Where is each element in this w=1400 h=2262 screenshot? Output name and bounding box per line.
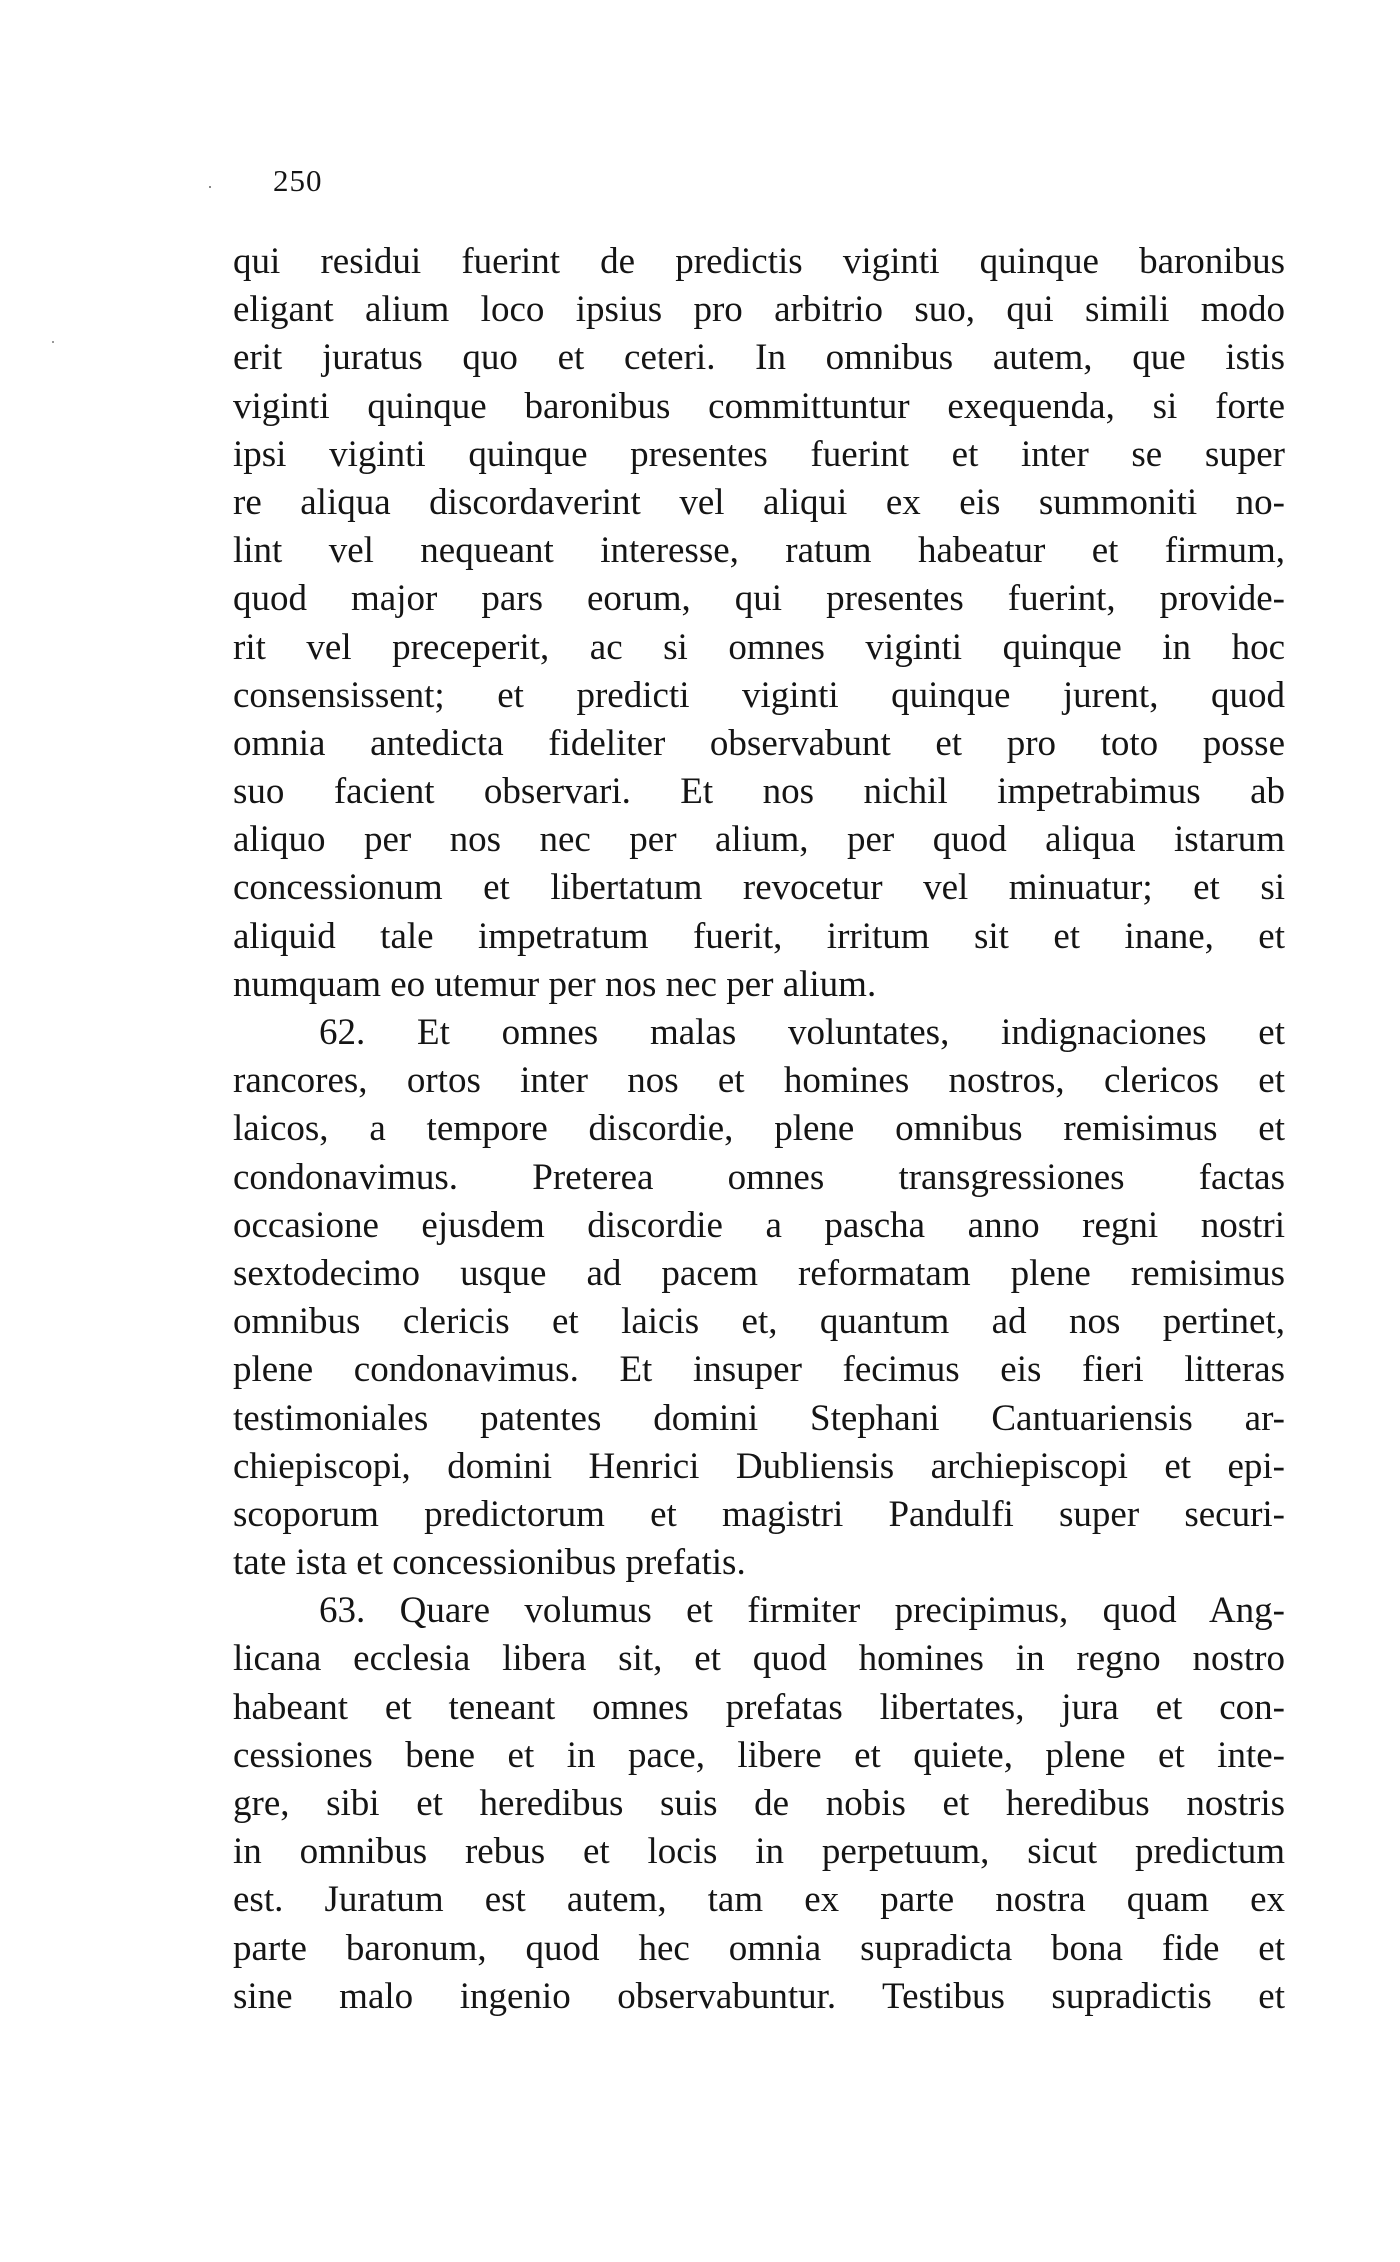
text-line: gre, sibi et heredibus suis de nobis et heredibus nostris: [233, 1783, 1285, 1824]
text-line: sine malo ingenio observabuntur. Testibus supradictis et: [233, 1975, 1285, 2017]
text-line: eligant alium loco ipsius pro arbitrio suo, qui simili modo: [233, 289, 1285, 331]
text-line: ipsi viginti quinque presentes fuerint et inter se super: [233, 433, 1285, 475]
paragraph-end-line: numquam eo utemur per nos nec per alium.: [233, 963, 877, 1005]
paragraph-end-line: tate ista et concessionibus prefatis.: [233, 1542, 746, 1584]
text-line: re aliqua discordaverint vel aliqui ex eis summoniti no-: [233, 481, 1285, 523]
text-line: aliquid tale impetratum fuerit, irritum sit et inane, et: [233, 915, 1285, 957]
text-line: cessiones bene et in pace, libere et quiete, plene et inte-: [233, 1734, 1285, 1776]
section-62-start-line: 62. Et omnes malas voluntates, indignaciones et: [319, 1012, 1285, 1053]
stray-print-mark: [52, 341, 54, 343]
text-line: erit juratus quo et ceteri. In omnibus autem, que istis: [233, 337, 1285, 379]
text-line: parte baronum, quod hec omnia supradicta bona fide et: [233, 1927, 1285, 1969]
text-line: aliquo per nos nec per alium, per quod aliqua istarum: [233, 819, 1285, 861]
text-line: condonavimus. Preterea omnes transgressiones factas: [233, 1156, 1285, 1198]
text-line: concessionum et libertatum revocetur vel minuatur; et si: [233, 867, 1285, 909]
page-number: 250: [273, 163, 323, 198]
text-line: habeant et teneant omnes prefatas libertates, jura et con-: [233, 1686, 1285, 1728]
text-line: lint vel nequeant interesse, ratum habeatur et firmum,: [233, 530, 1285, 572]
text-line: sextodecimo usque ad pacem reformatam plene remisimus: [233, 1252, 1285, 1294]
text-line: scoporum predictorum et magistri Pandulfi super securi-: [233, 1493, 1285, 1535]
text-line: consensissent; et predicti viginti quinque jurent, quod: [233, 674, 1285, 716]
text-line: quod major pars eorum, qui presentes fuerint, provide-: [233, 578, 1285, 620]
body-text: [233, 238, 1285, 2021]
section-63-start-line: 63. Quare volumus et firmiter precipimus, quod Ang-: [319, 1590, 1285, 1632]
text-line: omnibus clericis et laicis et, quantum ad nos pertinet,: [233, 1301, 1285, 1343]
text-line: testimoniales patentes domini Stephani Cantuariensis ar-: [233, 1397, 1285, 1439]
text-line: suo facient observari. Et nos nichil impetrabimus ab: [233, 771, 1285, 813]
text-line: qui residui fuerint de predictis viginti quinque baronibus: [233, 241, 1285, 282]
text-line: chiepiscopi, domini Henrici Dubliensis archiepiscopi et epi-: [233, 1445, 1285, 1487]
text-line: occasione ejusdem discordie a pascha anno regni nostri: [233, 1204, 1285, 1246]
text-line: viginti quinque baronibus committuntur exequenda, si forte: [233, 385, 1285, 427]
text-line: rit vel preceperit, ac si omnes viginti quinque in hoc: [233, 626, 1285, 668]
text-line: in omnibus rebus et locis in perpetuum, sicut predictum: [233, 1831, 1285, 1873]
stray-print-mark: [209, 186, 211, 188]
text-line: omnia antedicta fideliter observabunt et pro toto posse: [233, 722, 1285, 764]
text-line: est. Juratum est autem, tam ex parte nostra quam ex: [233, 1879, 1285, 1921]
text-line: laicos, a tempore discordie, plene omnibus remisimus et: [233, 1108, 1285, 1150]
text-line: plene condonavimus. Et insuper fecimus eis fieri litteras: [233, 1349, 1285, 1391]
text-line: rancores, ortos inter nos et homines nostros, clericos et: [233, 1060, 1285, 1102]
text-line: licana ecclesia libera sit, et quod homines in regno nostro: [233, 1638, 1285, 1680]
